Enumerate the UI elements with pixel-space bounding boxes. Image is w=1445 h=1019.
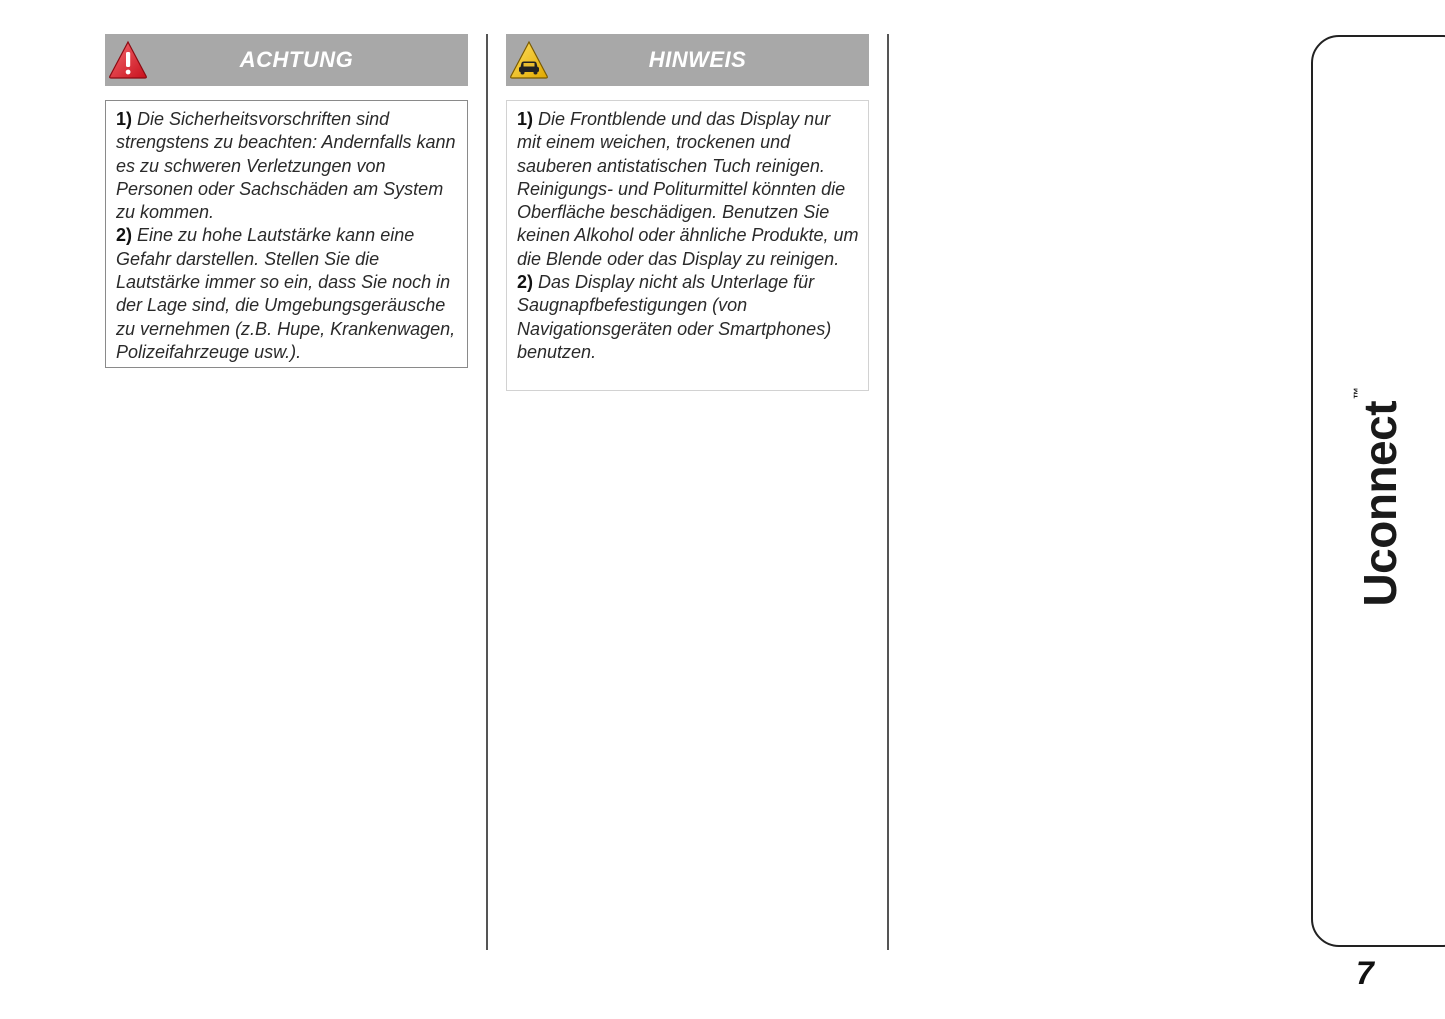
notice-item-2: 2) Das Display nicht als Unterlage für Saugnapfbefestigungen (von Navigationsgeräten oder Smartphones) benutzen.: [517, 272, 832, 362]
page-number: 7: [1356, 955, 1374, 991]
notice-item-1: 1) Die Frontblende und das Display nur mit einem weichen, trockenen und sauberen antistatischen Tuch reinigen. Reinigungs- und Politurmittel könnten die Oberfläche beschädigen. Benutzen Sie keinen Alkohol oder ähnliche Produkte, um die Blende oder das Display zu reinigen.: [517, 109, 859, 269]
warning-header: [105, 34, 468, 86]
warning-box: [105, 100, 468, 368]
warning-item-2: 2) Eine zu hohe Lautstärke kann eine Gefahr darstellen. Stellen Sie die Lautstärke immer so ein, dass Sie noch in der Lage sind, die Umgebungsgeräusche zu vernehmen (z.B. Hupe, Krankenwagen, Polizeifahrzeuge usw.).: [116, 225, 456, 362]
notice-box: [506, 100, 869, 391]
chapter-tab-label: Uconnect™: [1351, 387, 1406, 607]
warning-title: ACHTUNG: [239, 47, 354, 72]
column-divider-1: [486, 34, 488, 950]
notice-header: [506, 34, 869, 86]
column-divider-2: [887, 34, 889, 950]
warning-item-1: 1) Die Sicherheitsvorschriften sind strengstens zu beachten: Andernfalls kann es zu schweren Verletzungen von Personen oder Sachschäden am System zu kommen.: [116, 109, 456, 223]
notice-title: HINWEIS: [648, 47, 747, 72]
warning-triangle-icon: [107, 39, 149, 81]
car-caution-icon: [508, 39, 550, 81]
